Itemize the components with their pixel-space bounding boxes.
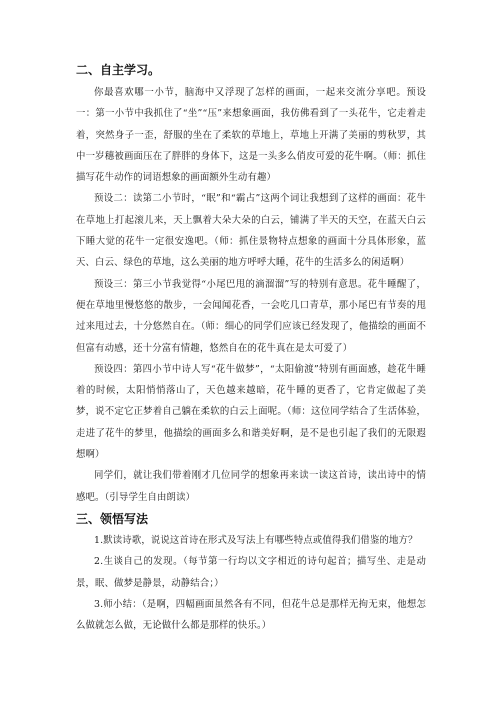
paragraph-preset-4: 预设四：第四小节中诗人写“花牛做梦”，“太阳偷渡”特别有画面感，趁花牛睡着的时候，太阳悄悄落山了，天色越来越暗，花牛睡的更香了，它肯定做起了美梦，说不定它正梦着自己躺在柔软的白云上面呢。（师：这位同学结合了生活体验，走进了花牛的梦里，他描绘的画面多么和谐美好啊，是不是也引起了我们的无限遐想啊） (76, 363, 426, 461)
paragraph-step-3: 3.师小结：（是啊，四幅画面虽然各有不同，但花牛总是那样无拘无束，他想怎么做就怎么做，无论做什么都是那样的快乐。） (76, 598, 426, 632)
paragraph-preset-2: 预设二：读第二小节时，“眠”和“霸占”这两个词让我想到了这样的画面：花牛在草地上打起滚儿来，天上飘着大朵大朵的白云，铺满了半天的天空，在蓝天白云下睡大觉的花牛一定很安逸吧。（师：抓住景物特点想象的画面十分具体形象，蓝天、白云、绿色的草地，这么美丽的地方呼呼大睡，花牛的生活多么的闲适啊） (76, 193, 426, 269)
paragraph-read-again: 同学们，就让我们带着刚才几位同学的想象再来读一读这首诗，读出诗中的情感吧。（引导学生自由朗读） (76, 470, 426, 503)
section-heading-self-study: 二、自主学习。 (76, 63, 161, 77)
section-heading-writing: 三、领悟写法 (76, 511, 149, 526)
document-body (76, 59, 426, 636)
paragraph-step-2: 2.生谈自己的发现。（每节第一行均以文字相近的诗句起首；描写坐、走是动景，眠、做梦是静景，动静结合；） (76, 556, 426, 589)
paragraph-intro: 你最喜欢哪一小节，脑海中又浮现了怎样的画面，一起来交流分享吧。预设一：第一小节中我抓住了“坐”“压”来想象画面，我仿佛看到了一头花牛，它走着走着，突然身子一歪，舒服的坐在了柔软的草地上，草地上开满了美丽的剪秋罗，其中一岁穗被画面压在了胖胖的身体下，这是一头多么俏皮可爱的花牛啊。（师：抓住描写花牛动作的词语想象的画面额外生动有趣） (76, 87, 426, 184)
paragraph-preset-3: 预设三：第三小节我觉得“小尾巴甩的滴溜溜”写的特别有意思。花牛睡醒了，便在草地里慢悠悠的散步，一会闻闻花香，一会吃几口青草，那小尾巴有节奏的甩过来甩过去，十分悠然自在。（师：细心的同学们应该已经发现了，他描绘的画面不但富有动感，还十分富有情趣，悠然自在的花牛真在是太可爱了） (76, 278, 426, 354)
paragraph-step-1: 1.默读诗歌，说说这首诗在形式及写法上有哪些特点或值得我们借鉴的地方？ (94, 534, 418, 546)
